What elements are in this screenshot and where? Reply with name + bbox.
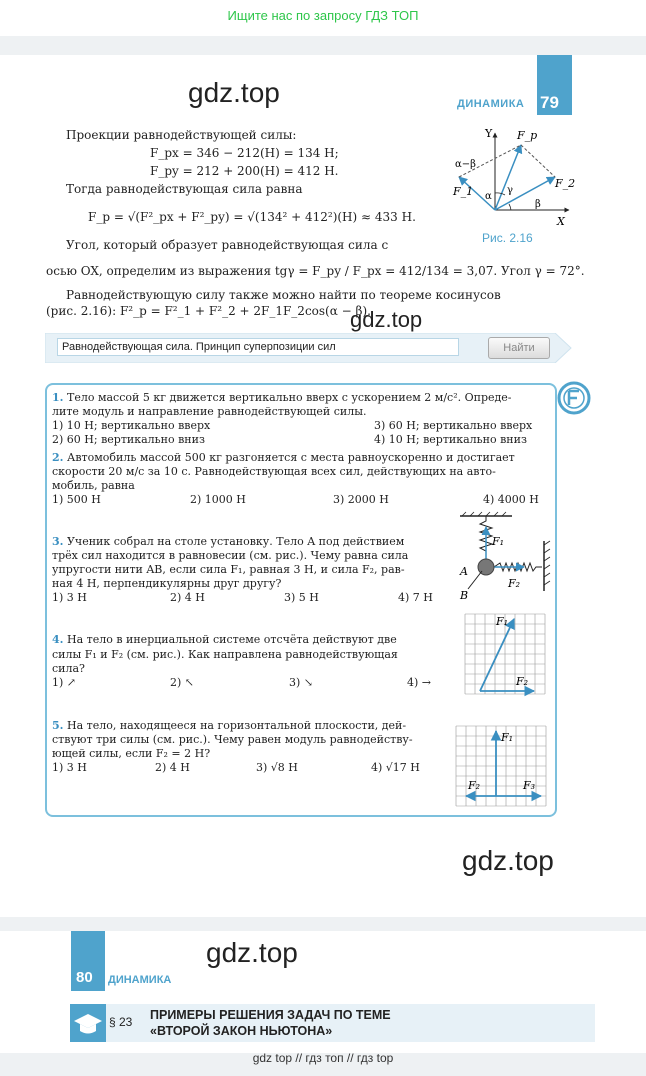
dashed-line	[521, 145, 555, 177]
question-text-line: ющей силы, если F₂ = 2 Н?	[52, 747, 211, 760]
label-alpha: α	[485, 191, 492, 202]
answer-option[interactable]: 1) 3 Н	[52, 761, 87, 774]
search-bar	[45, 333, 573, 363]
fp-vector	[495, 145, 521, 210]
label-y: Y	[485, 127, 493, 140]
question-text: На тело в инерциальной системе отсчёта действуют две	[66, 633, 397, 646]
answer-option[interactable]: 3) ↘	[289, 676, 314, 689]
figure-caption: Рис. 2.16	[482, 231, 533, 245]
question-text-line: упругости нити AB, если сила F₁, равная 3 Н, и сила F₂, рав-	[52, 563, 405, 576]
question-5	[52, 719, 406, 732]
answer-option[interactable]: 2) 60 Н; вертикально вниз	[52, 433, 205, 446]
label-b: B	[460, 589, 469, 602]
question-text: На тело, находящееся на горизонтальной плоскости, дей-	[66, 719, 407, 732]
solution-line: Равнодействующую силу также можно найти по теореме косинусов	[66, 288, 501, 302]
question-number: 4.	[52, 633, 64, 646]
page-79	[0, 55, 646, 917]
page-number: 80	[76, 969, 93, 986]
equation-cosine: (рис. 2.16): F²_р = F²_1 + F²_2 + 2F_1F_2cos(α − β).	[46, 304, 371, 318]
question-text-line: сила?	[52, 662, 85, 675]
question-number: 2.	[52, 451, 64, 464]
label-f2: F_2	[555, 177, 576, 190]
watermark: gdz.top	[206, 937, 298, 968]
answer-option[interactable]: 3) 60 Н; вертикально вверх	[374, 419, 533, 432]
label-f2: F₂	[468, 779, 481, 792]
label-f2: F₂	[508, 577, 521, 590]
answer-option[interactable]: 1) 10 Н; вертикально вверх	[52, 419, 211, 432]
question-text: Тело массой 5 кг движется вертикально вверх с ускорением 2 м/с². Опреде-	[66, 391, 512, 404]
test-badge-icon	[557, 381, 591, 415]
question-text: Ученик собрал на столе установку. Тело A под действием	[66, 535, 405, 548]
answer-option[interactable]: 3) √8 Н	[256, 761, 298, 774]
f2-vector	[495, 177, 555, 210]
footer-links[interactable]: gdz top // гдз топ // гдз top	[252, 1051, 394, 1065]
grid-forces-figure-q4	[464, 613, 546, 697]
question-1	[52, 391, 512, 404]
equation-tg: осью OX, определим из выражения tgγ = F_py / F_px = 412/134 = 3,07. Угол γ = 72°.	[46, 264, 585, 278]
label-f3: F₃	[523, 779, 536, 792]
top-banner	[0, 0, 646, 36]
label-beta: β	[535, 199, 541, 210]
force-diagram-2-16	[437, 125, 577, 225]
label-a: A	[460, 565, 468, 578]
page-number: 79	[540, 93, 559, 112]
section-label: ДИНАМИКА	[108, 974, 172, 986]
answer-option[interactable]: 2) 4 Н	[170, 591, 205, 604]
label-f1: F₁	[501, 731, 514, 744]
label-alpha-beta: α−β	[455, 159, 476, 170]
question-number: 3.	[52, 535, 64, 548]
answer-option[interactable]: 4) 4000 Н	[483, 493, 539, 506]
section-title-line: «ВТОРОЙ ЗАКОН НЬЮТОНА»	[150, 1024, 333, 1038]
question-text-line: трёх сил находится в равновесии (см. рис.). Чему равна сила	[52, 549, 409, 562]
question-text-line: мобиль, равна	[52, 479, 135, 492]
watermark: gdz.top	[350, 307, 423, 332]
question-4	[52, 633, 397, 646]
search-button[interactable]: Найти	[488, 337, 550, 359]
answer-option[interactable]: 4) 10 Н; вертикально вниз	[374, 433, 527, 446]
label-f1: F₁	[496, 615, 509, 628]
section-label: ДИНАМИКА	[457, 98, 525, 110]
label-gamma: γ	[507, 185, 513, 196]
solution-line: Тогда равнодействующая сила равна	[66, 182, 303, 196]
search-input[interactable]	[57, 338, 459, 356]
label-x: X	[557, 215, 565, 225]
section-title	[150, 1007, 391, 1039]
spring-setup-figure	[456, 511, 556, 603]
equation-fp: F_р = √(F²_px + F²_py) = √(134² + 412²)(Н) ≈ 433 Н.	[88, 210, 416, 224]
label-f1: F_1	[453, 185, 474, 198]
question-number: 1.	[52, 391, 64, 404]
question-text-line: скорости 20 м/с за 10 с. Равнодействующая всех сил, действующих на авто-	[52, 465, 496, 478]
question-text: Автомобиль массой 500 кг разгоняется с места равноускоренно и достигает	[66, 451, 515, 464]
solution-line: Проекции равнодействующей силы:	[66, 128, 297, 142]
question-text-line: лите модуль и направление равнодействующей силы.	[52, 405, 367, 418]
question-text-line: ная 4 Н, перпендикулярны друг другу?	[52, 577, 282, 590]
answer-option[interactable]: 4) 7 Н	[398, 591, 433, 604]
page-80	[0, 931, 646, 1053]
answer-option[interactable]: 1) 3 Н	[52, 591, 87, 604]
answer-option[interactable]: 1) ↗	[52, 676, 77, 689]
equation-fpy: F_py = 212 + 200(Н) = 412 Н.	[150, 164, 339, 178]
label-fp: F_р	[517, 129, 538, 142]
answer-option[interactable]: 2) 1000 Н	[190, 493, 246, 506]
section-title-line: ПРИМЕРЫ РЕШЕНИЯ ЗАДАЧ ПО ТЕМЕ	[150, 1008, 391, 1022]
answer-option[interactable]: 2) 4 Н	[155, 761, 190, 774]
watermark: gdz.top	[188, 77, 280, 108]
question-2	[52, 451, 515, 464]
grid-forces-figure-q5	[455, 725, 547, 807]
equation-fpx: F_px = 346 − 212(Н) = 134 Н;	[150, 146, 339, 160]
answer-option[interactable]: 4) →	[407, 676, 432, 689]
question-text-line: ствуют три силы (см. рис.). Чему равен модуль равнодейству-	[52, 733, 413, 746]
graduation-cap-icon	[70, 1004, 106, 1042]
solution-line: Угол, который образует равнодействующая сила с	[66, 238, 389, 252]
label-f1: F₁	[492, 535, 505, 548]
watermark: gdz.top	[462, 845, 554, 876]
question-text-line: силы F₁ и F₂ (см. рис.). Как направлена равнодействующая	[52, 648, 398, 661]
answer-option[interactable]: 2) ↖	[170, 676, 195, 689]
answer-option[interactable]: 3) 5 Н	[284, 591, 319, 604]
answer-option[interactable]: 3) 2000 Н	[333, 493, 389, 506]
answer-option[interactable]: 1) 500 Н	[52, 493, 101, 506]
paragraph-number: § 23	[109, 1015, 133, 1029]
label-f2: F₂	[516, 675, 529, 688]
answer-option[interactable]: 4) √17 Н	[371, 761, 420, 774]
question-number: 5.	[52, 719, 64, 732]
top-banner-text[interactable]: Ищите нас по запросу ГДЗ ТОП	[227, 8, 419, 23]
question-3	[52, 535, 404, 548]
